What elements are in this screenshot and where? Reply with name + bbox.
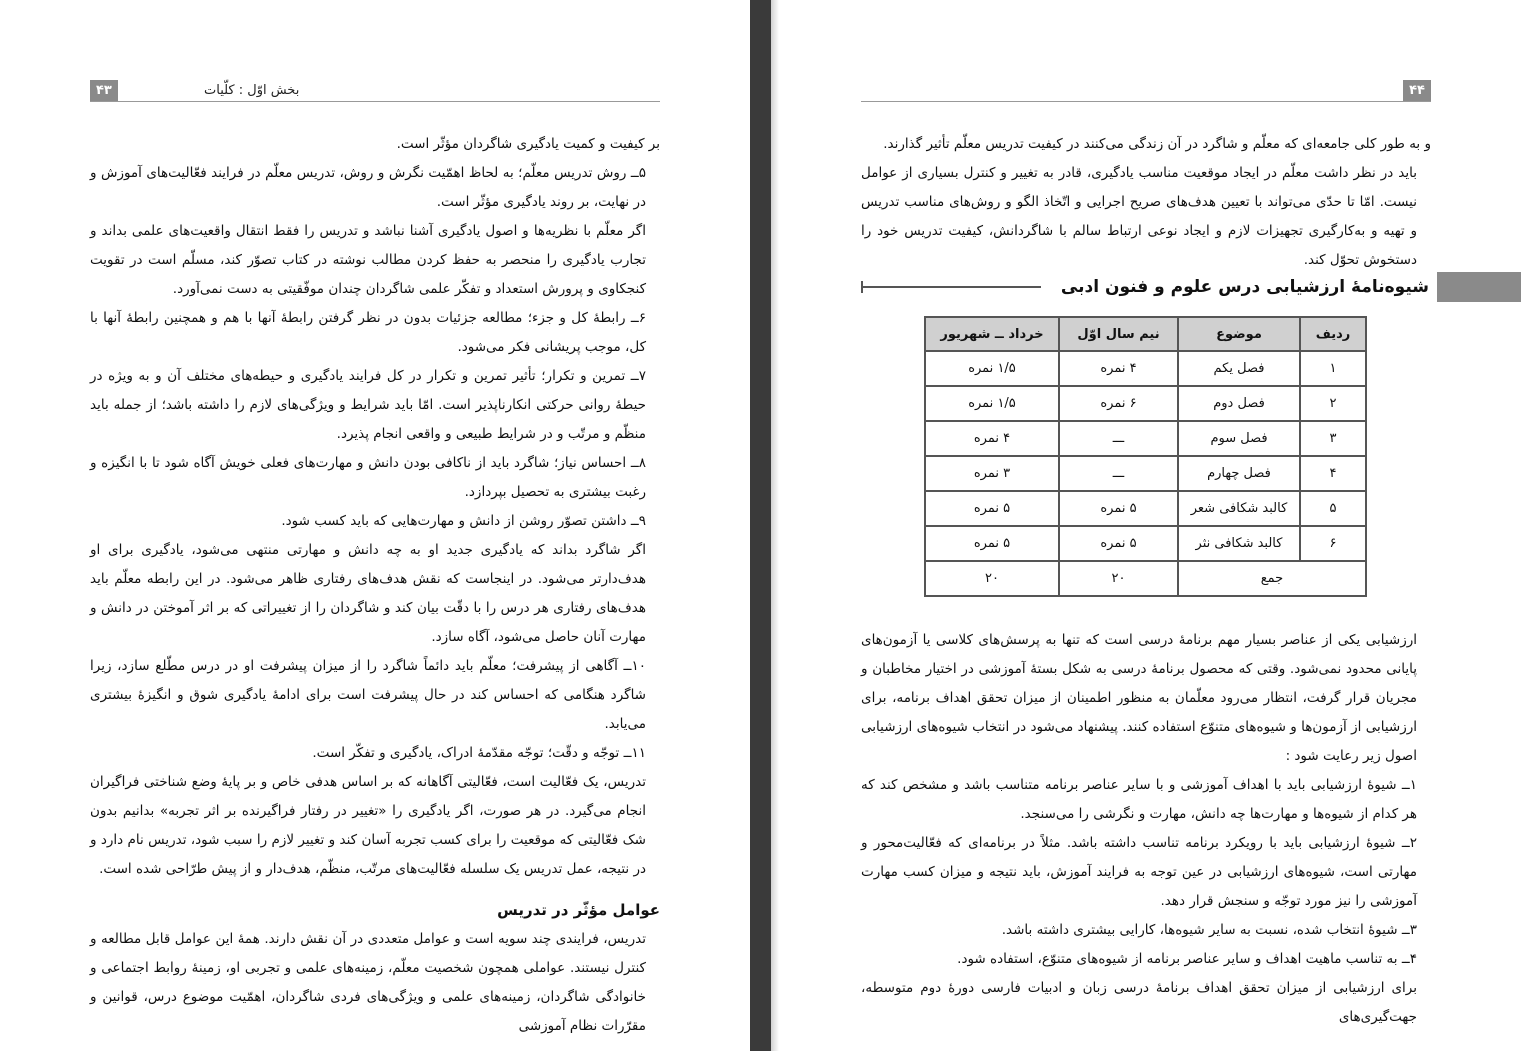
table-total-second: ۲۰ bbox=[925, 561, 1059, 596]
right-intro-text bbox=[861, 130, 1431, 275]
table-cell: ۳ bbox=[1300, 421, 1366, 456]
table-header-cell: خرداد ــ شهریور bbox=[925, 317, 1059, 351]
left-paragraph-5: ۷ــ تمرین و تکرار؛ تأثیر تمرین و تکرار در کل فرایند یادگیری و حیطه‌های مختلف آن و به ویژه در حیطهٔ روانی حرکتی انکارناپذیر است. امّا باید شرایط و ویژگی‌های لازم را داشته باشد؛ از جمله باید منظّم و مرتّب و در شرایط طبیعی و واقعی انجام پذیرد. bbox=[90, 368, 646, 442]
table-row bbox=[925, 491, 1366, 526]
table-cell: فصل یکم bbox=[1178, 351, 1300, 386]
table-cell: کالبد شکافی نثر bbox=[1178, 526, 1300, 561]
right-page bbox=[771, 0, 1522, 1051]
table-cell: ۴ نمره bbox=[925, 421, 1059, 456]
left-paragraph-2: ۵ــ روش تدریس معلّم؛ به لحاظ اهمّیت نگرش و روش، تدریس معلّم در فرایند فعّالیت‌های آموزش و در نهایت، بر روند یادگیری مؤثّر است. bbox=[90, 165, 646, 210]
table-cell: فصل چهارم bbox=[1178, 456, 1300, 491]
table-row bbox=[925, 526, 1366, 561]
left-paragraph-7: ۹ــ داشتن تصوّر روشن از دانش و مهارت‌هایی که باید کسب شود. bbox=[281, 513, 646, 529]
table-cell: ۴ bbox=[1300, 456, 1366, 491]
table-header-cell: نیم سال اوّل bbox=[1059, 317, 1178, 351]
table-row bbox=[925, 351, 1366, 386]
left-page-number: ۴۳ bbox=[90, 80, 118, 102]
table-cell: ۱ bbox=[1300, 351, 1366, 386]
table-cell: ۵ نمره bbox=[1059, 491, 1178, 526]
table-header-row bbox=[925, 317, 1366, 351]
table-header-cell: موضوع bbox=[1178, 317, 1300, 351]
grading-table bbox=[924, 316, 1367, 597]
left-paragraph-1: بر کیفیت و کمیت یادگیری شاگردان مؤثّر است. bbox=[396, 136, 660, 152]
table-header-cell: ردیف bbox=[1300, 317, 1366, 351]
table-cell: ۵ نمره bbox=[925, 491, 1059, 526]
left-paragraph-4: ۶ــ رابطهٔ کل و جزء؛ مطالعه جزئیات بدون در نظر گرفتن رابطهٔ آنها با هم و همچنین رابطهٔ آنها با کل، موجب پریشانی فکر می‌شود. bbox=[90, 310, 646, 355]
right-paragraph-6: برای ارزشیابی از میزان تحقق اهداف برنامهٔ درسی زبان و ادبیات فارسی دورهٔ دوم متوسطه، جهت‌گیری‌های bbox=[861, 980, 1417, 1025]
right-body-text bbox=[861, 626, 1431, 1032]
table-row bbox=[925, 421, 1366, 456]
table-cell: کالبد شکافی شعر bbox=[1178, 491, 1300, 526]
right-page-number: ۴۴ bbox=[1403, 80, 1431, 102]
right-paragraph-4: ۳ــ شیوهٔ انتخاب شده، نسبت به سایر شیوه‌ها، کارایی بیشتری داشته باشد. bbox=[1001, 922, 1417, 938]
table-cell: فصل سوم bbox=[1178, 421, 1300, 456]
table-cell: ۲ bbox=[1300, 386, 1366, 421]
section-heading bbox=[861, 272, 1521, 302]
book-gutter bbox=[750, 0, 771, 1051]
left-paragraph-8: اگر شاگرد بداند که یادگیری جدید او به چه دانش و مهارتی منتهی می‌شود، یادگیری برای او هدف‌دارتر می‌شود. در اینجاست که نقش هدف‌های رفتاری ظاهر می‌شود. در این رابطه معلّم باید هدف‌های رفتاری هر درس را با دقّت بیان کند و شاگردان را از تغییراتی که بر اثر آموختن در دانش و مهارت آنان حاصل می‌شود، آگاه سازد. bbox=[90, 542, 646, 645]
left-paragraph-6: ۸ــ احساس نیاز؛ شاگرد باید از ناکافی بودن دانش و مهارت‌های فعلی خویش آگاه شود تا با انگیزه و رغبت بیشتری به تحصیل بپردازد. bbox=[90, 455, 646, 500]
gutter-shadow bbox=[771, 0, 779, 1051]
table-cell: ۵ bbox=[1300, 491, 1366, 526]
table-row bbox=[925, 456, 1366, 491]
table-cell: ۱/۵ نمره bbox=[925, 386, 1059, 421]
left-page bbox=[0, 0, 750, 1051]
table-row bbox=[925, 386, 1366, 421]
left-header-rule bbox=[90, 101, 660, 102]
right-paragraph-1: ارزشیابی یکی از عناصر بسیار مهم برنامهٔ درسی است که تنها به پرسش‌های کلاسی یا آزمون‌های پایانی محدود نمی‌شود. وقتی که محصول برنامهٔ درسی به شکل بستهٔ آموزشی در اختیار مخاطبان و مجریان قرار گرفت، انتظار می‌رود معلّمان به منظور اطمینان از میزان تحقق اهداف برنامه، برای ارزشیابی از آزمون‌ها و شیوه‌های متنوّع استفاده کنند. پیشنهاد می‌شود در انتخاب شیوه‌های ارزشیابی اصول زیر رعایت شود : bbox=[861, 632, 1417, 764]
right-intro-paragraph-2: باید در نظر داشت معلّم در ایجاد موقعیت مناسب یادگیری، قادر به تغییر و کنترل بسیاری از عوامل نیست. امّا تا حدّی می‌تواند با تعیین هدف‌های صریح اجرایی و اتّخاذ الگو و روش‌های مناسب تدریس و تهیه و به‌کارگیری تجهیزات لازم و ایجاد نوعی ارتباط سالم با شاگردانش، کیفیت تدریس خود را دستخوش تحوّل کند. bbox=[861, 165, 1417, 268]
table-total-row bbox=[925, 561, 1366, 596]
left-paragraph-10: ۱۱ــ توجّه و دقّت؛ توجّه مقدّمهٔ ادراک، یادگیری و تفکّر است. bbox=[312, 745, 646, 761]
left-running-header bbox=[90, 80, 650, 102]
table-cell: ۵ نمره bbox=[925, 526, 1059, 561]
table-cell: ۵ نمره bbox=[1059, 526, 1178, 561]
left-final-paragraph: تدریس، فرایندی چند سویه است و عوامل متعددی در آن نقش دارند. همهٔ این عوامل قابل مطالعه و کنترل نیستند. عواملی همچون شخصیت معلّم، زمینه‌های علمی و تجربی او، زمینهٔ روابط اجتماعی و خانوادگی شاگردان، زمینه‌های علمی و ویژگی‌های فردی شاگردان، اهمّیت موضوع درس، قوانین و مقرّرات نظام آموزشی bbox=[90, 931, 646, 1034]
right-running-header bbox=[771, 80, 1431, 102]
table-cell: ۶ bbox=[1300, 526, 1366, 561]
table-total-label: جمع bbox=[1178, 561, 1366, 596]
left-subheading: عوامل مؤثّر در تدریس bbox=[497, 901, 660, 919]
table-cell: ۳ نمره bbox=[925, 456, 1059, 491]
table-cell: ـــ bbox=[1059, 456, 1178, 491]
right-paragraph-3: ۲ــ شیوهٔ ارزشیابی باید با رویکرد برنامه تناسب داشته باشد. مثلاً در برنامه‌ای که فعّالیت‌محور و مهارتی است، شیوه‌های ارزشیابی در عین توجه به فرایند آموزش، باید نتیجه و میزان کسب مهارت آموزشی را نیز مورد توجّه و سنجش قرار دهد. bbox=[861, 835, 1417, 909]
table-cell: ۱/۵ نمره bbox=[925, 351, 1059, 386]
table-cell: ۴ نمره bbox=[1059, 351, 1178, 386]
right-intro-paragraph-1: و به طور کلی جامعه‌ای که معلّم و شاگرد در آن زندگی می‌کنند در کیفیت تدریس معلّم تأثیر گذارند. bbox=[883, 136, 1431, 152]
table-total-first: ۲۰ bbox=[1059, 561, 1178, 596]
table-cell: فصل دوم bbox=[1178, 386, 1300, 421]
section-title: شیوه‌نامهٔ ارزشیابی درس علوم و فنون ادبی bbox=[1060, 277, 1429, 297]
heading-bar bbox=[1437, 272, 1521, 302]
table-cell: ـــ bbox=[1059, 421, 1178, 456]
left-paragraph-9: ۱۰ــ آگاهی از پیشرفت؛ معلّم باید دائماً شاگرد را از میزان پیشرفت او در درس مطّلع سازد، زیرا شاگرد هنگامی که احساس کند در حال پیشرفت است برای ادامهٔ یادگیری شوق و انگیزهٔ بیشتری می‌یابد. bbox=[90, 658, 646, 732]
table-cell: ۶ نمره bbox=[1059, 386, 1178, 421]
left-paragraph-11: تدریس، یک فعّالیت است، فعّالیتی آگاهانه که بر اساس هدفی خاص و بر پایهٔ وضع شناختی فراگیران انجام می‌گیرد. در هر صورت، اگر یادگیری را «تغییر در رفتار فراگیرنده بر اثر تجربه» بدانیم بدون شک فعّالیتی که موقعیت را برای کسب تجربه آسان کند و تغییر لازم را سبب شود، تدریس نام دارد و در نتیجه، عمل تدریس یک سلسله فعّالیت‌های مرتّب، منظّم، هدف‌دار و از پیش طرّاحی شده است. bbox=[90, 774, 646, 877]
left-paragraph-3: اگر معلّم با نظریه‌ها و اصول یادگیری آشنا نباشد و تدریس را فقط انتقال واقعیت‌های علمی بداند و تجارب یادگیری را منحصر به حفظ کردن مطالب نوشته در کتاب تصوّر کند، مسلّم است در تقویت کنجکاوی و پرورش استعداد و تفکّر علمی شاگردان چندان موفّقیتی به دست نمی‌آورد. bbox=[90, 223, 646, 297]
right-paragraph-5: ۴ــ به تناسب ماهیت اهداف و سایر عناصر برنامه از شیوه‌های متنوّع، استفاده شود. bbox=[957, 951, 1417, 967]
left-running-head: بخش اوّل : کلّیات bbox=[204, 83, 300, 98]
left-body-text bbox=[90, 130, 660, 1041]
heading-rule bbox=[861, 286, 1041, 288]
right-header-rule bbox=[861, 101, 1431, 102]
right-paragraph-2: ۱ــ شیوهٔ ارزشیابی باید با اهداف آموزشی و با سایر عناصر برنامه متناسب باشد و مشخص کند که هر کدام از شیوه‌ها و مهارت‌ها چه دانش، مهارت و نگرشی را می‌سنجد. bbox=[861, 777, 1417, 822]
